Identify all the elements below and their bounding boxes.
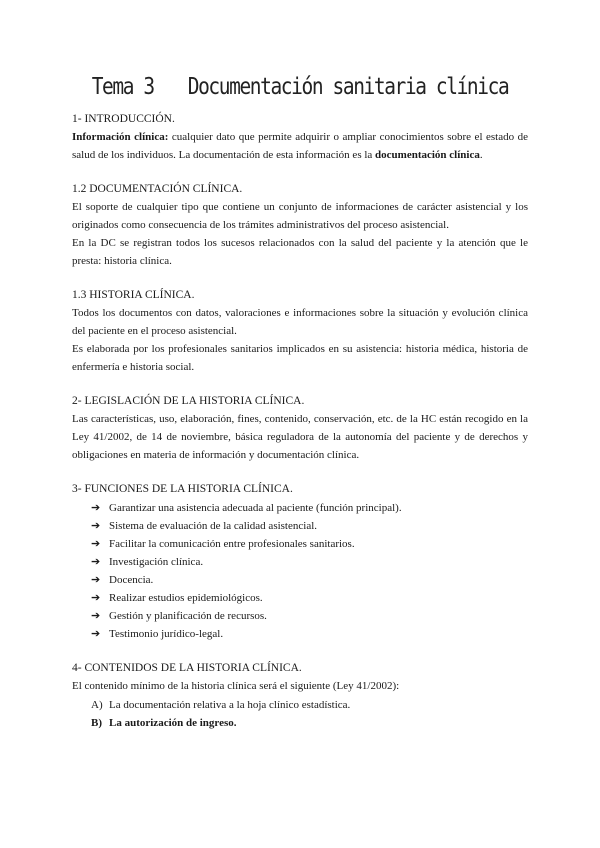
list-item-text: Realizar estudios epidemiológicos.: [109, 592, 263, 604]
section-heading: 4- CONTENIDOS DE LA HISTORIA CLÍNICA.: [72, 662, 302, 674]
list-item-text: Sistema de evaluación de la calidad asistencial.: [109, 520, 318, 532]
list-item: [91, 499, 528, 517]
list-item: [91, 571, 528, 589]
list-item-text: La documentación relativa a la hoja clínico estadística.: [109, 699, 351, 711]
list-item-text: Facilitar la comunicación entre profesionales sanitarios.: [109, 538, 355, 550]
list-item-text: Gestión y planificación de recursos.: [109, 610, 267, 622]
list-letter: A): [91, 699, 103, 711]
section-paragraph: El soporte de cualquier tipo que contiene un conjunto de informaciones de carácter asistencial y los originados como consecuencia de los trámites administrativos del proceso asistencial.: [72, 201, 528, 231]
topic-title: Documentación sanitaria clínica: [187, 72, 509, 100]
section-paragraph: Es elaborada por los profesionales sanitarios implicados en su asistencia: historia médica, historia de enfermería e historia social.: [72, 343, 528, 373]
term-bold: Información clínica:: [72, 131, 169, 143]
arrow-icon: ➔: [91, 574, 101, 586]
section-introduccion: [72, 110, 528, 164]
section-historia-clinica: [72, 286, 528, 376]
list-item: [91, 553, 528, 571]
topic-number: Tema 3: [91, 72, 154, 100]
arrow-icon: ➔: [91, 628, 101, 640]
section-legislacion: [72, 392, 528, 464]
list-item-text: Docencia.: [109, 574, 154, 586]
contents-list: [72, 696, 528, 732]
list-item: [91, 589, 528, 607]
section-funciones: [72, 480, 528, 643]
list-item: [91, 535, 528, 553]
list-item: [91, 517, 528, 535]
section-heading: 1.2 DOCUMENTACIÓN CLÍNICA.: [72, 183, 243, 195]
section-paragraph: El contenido mínimo de la historia clínica será el siguiente (Ley 41/2002):: [72, 680, 400, 692]
list-item: [91, 696, 528, 714]
arrow-icon: ➔: [91, 592, 101, 604]
section-paragraph: Todos los documentos con datos, valoraciones e informaciones sobre la situación y evolución clínica del paciente en el proceso asistencial.: [72, 307, 528, 337]
list-item: [91, 714, 528, 732]
list-item-text: Testimonio jurídico-legal.: [109, 628, 224, 640]
section-contenidos: [72, 659, 528, 732]
list-item-text: La autorización de ingreso.: [109, 717, 237, 729]
arrow-icon: ➔: [91, 520, 101, 532]
arrow-icon: ➔: [91, 610, 101, 622]
section-paragraph: Las características, uso, elaboración, fines, contenido, conservación, etc. de la HC están recogido en la Ley 41/2002, de 14 de noviembre, básica reguladora de la autonomía del paciente y de derechos y obligaciones en materia de información y documentación clínica.: [72, 413, 528, 461]
section-paragraph: En la DC se registran todos los sucesos relacionados con la salud del paciente y la atención que le presta: historia clínica.: [72, 237, 528, 267]
list-letter: B): [91, 717, 102, 729]
text-run: .: [479, 149, 483, 161]
list-item-text: Garantizar una asistencia adecuada al paciente (función principal).: [109, 502, 402, 514]
functions-list: [72, 499, 528, 643]
arrow-icon: ➔: [91, 538, 101, 550]
term-bold: documentación clínica: [375, 149, 480, 161]
list-item-text: Investigación clínica.: [109, 556, 204, 568]
section-heading: 1- INTRODUCCIÓN.: [72, 113, 175, 125]
section-documentacion-clinica: [72, 180, 528, 270]
section-heading: 2- LEGISLACIÓN DE LA HISTORIA CLÍNICA.: [72, 395, 305, 407]
section-paragraph: [72, 128, 528, 164]
page-title: [72, 72, 528, 103]
text-run: cualquier dato que permite adquirir o ampliar conocimientos sobre el estado de salud de los individuos. La documentación de esta información es la: [72, 131, 528, 161]
section-heading: 1.3 HISTORIA CLÍNICA.: [72, 289, 195, 301]
section-heading: 3- FUNCIONES DE LA HISTORIA CLÍNICA.: [72, 483, 293, 495]
arrow-icon: ➔: [91, 502, 101, 514]
arrow-icon: ➔: [91, 556, 101, 568]
list-item: [91, 625, 528, 643]
document-page: [72, 74, 528, 748]
list-item: [91, 607, 528, 625]
